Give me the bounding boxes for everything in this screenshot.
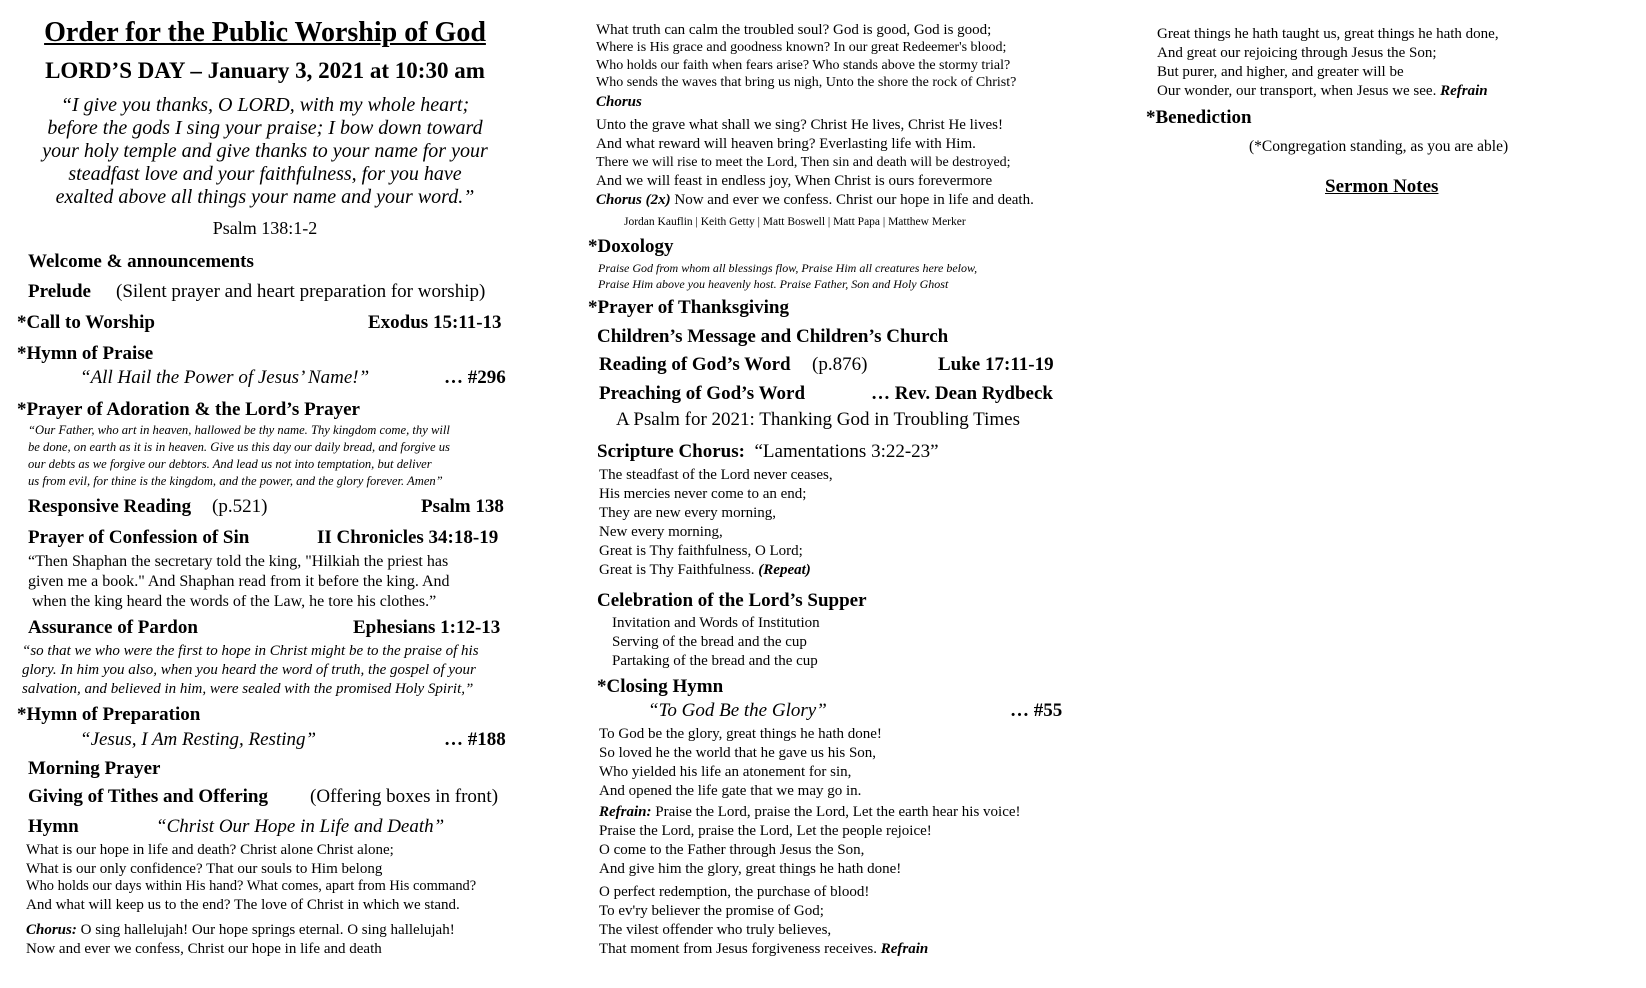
hymn-line: Who sends the waves that bring us nigh, Unto the shore the rock of Christ?	[596, 75, 1017, 90]
doxology-heading: *Doxology	[588, 236, 674, 257]
hymn-line: Who holds our days within His hand? What comes, apart from His command?	[26, 878, 477, 894]
childrens-message-heading: Children’s Message and Children’s Church	[597, 326, 949, 347]
reading-page: (p.876)	[812, 354, 868, 375]
closing-hymn-title: “To God Be the Glory”	[648, 700, 827, 721]
hymn-line: What is our hope in life and death? Christ alone Christ alone;	[26, 842, 394, 858]
standing-note: (*Congregation standing, as you are able)	[1249, 138, 1509, 155]
assurance-line: glory. In him you also, when you heard the word of truth, the gospel of your	[22, 662, 476, 678]
refrain-marker: Refrain	[1440, 83, 1488, 99]
chorus-2x-text: Now and ever we confess. Christ our hope in life and death.	[674, 192, 1034, 208]
hymn-line-last	[599, 941, 928, 958]
hymn-of-praise-number: … #296	[444, 367, 506, 388]
chorus-line-2: Now and ever we confess, Christ our hope in life and death	[26, 941, 382, 957]
chorus-2x-line	[596, 192, 1034, 209]
preaching-heading: Preaching of God’s Word	[599, 383, 806, 404]
hymn-of-praise-heading: *Hymn of Praise	[17, 343, 154, 364]
page-title: Order for the Public Worship of God	[44, 17, 486, 48]
responsive-reading-page: (p.521)	[212, 496, 268, 517]
responsive-reading-ref: Psalm 138	[421, 496, 504, 517]
sermon-notes-heading: Sermon Notes	[1325, 176, 1439, 197]
confession-line: when the king heard the words of the Law, he tore his clothes.”	[32, 593, 437, 610]
quote-line: before the gods I sing your praise; I bow down toward	[47, 117, 483, 139]
thanksgiving-heading: *Prayer of Thanksgiving	[588, 297, 789, 318]
lords-supper-heading: Celebration of the Lord’s Supper	[597, 590, 867, 611]
hymn-credits: Jordan Kauflin | Keith Getty | Matt Boswell | Matt Papa | Matthew Merker	[624, 216, 966, 228]
lyric-line: Great is Thy faithfulness, O Lord;	[599, 543, 803, 559]
call-to-worship-ref: Exodus 15:11-13	[368, 312, 502, 333]
hymn-title: “Christ Our Hope in Life and Death”	[156, 816, 445, 837]
morning-prayer-heading: Morning Prayer	[28, 758, 161, 779]
hymn-line: To God be the glory, great things he hath done!	[599, 726, 882, 742]
hymn-line: And opened the life gate that we may go in.	[599, 783, 862, 799]
scripture-chorus-heading-line	[597, 442, 939, 463]
doxology-line: Praise Him above you heavenly host. Praise Father, Son and Holy Ghost	[598, 277, 949, 291]
hymn-line: Great things he hath taught us, great things he hath done,	[1157, 26, 1499, 42]
giving-note: (Offering boxes in front)	[310, 786, 499, 807]
hymn-line: And what reward will heaven bring? Everlasting life with Him.	[596, 136, 976, 152]
prayer-line: our debts as we forgive our debtors. And lead us not into temptation, but deliver	[28, 457, 432, 471]
lyric-line: They are new every morning,	[599, 505, 777, 521]
chorus-2x-label: Chorus (2x)	[596, 192, 671, 208]
quote-reference: Psalm 138:1-2	[212, 218, 318, 238]
hymn-line-last	[1157, 83, 1488, 100]
sermon-title: A Psalm for 2021: Thanking God in Troubling Times	[616, 409, 1020, 430]
hymn-line: Who yielded his life an atonement for sin,	[599, 764, 852, 780]
responsive-reading-heading: Responsive Reading	[28, 496, 192, 517]
lyric-line: New every morning,	[599, 524, 723, 540]
quote-line: “I give you thanks, O LORD, with my whole heart;	[60, 94, 470, 116]
scripture-chorus-label: Scripture Chorus:	[597, 441, 745, 462]
adoration-prayer-heading: *Prayer of Adoration & the Lord’s Prayer	[17, 399, 360, 420]
closing-hymn-heading: *Closing Hymn	[597, 676, 724, 697]
chorus-label: Chorus	[596, 94, 642, 110]
hymn-heading: Hymn	[28, 816, 79, 837]
closing-hymn-number: … #55	[1010, 700, 1063, 721]
hymn-line: What truth can calm the troubled soul? God is good, God is good;	[596, 22, 992, 38]
benediction-heading: *Benediction	[1146, 107, 1252, 128]
scripture-chorus-ref: “Lamentations 3:22-23”	[754, 441, 939, 462]
quote-line: steadfast love and your faithfulness, for you have	[68, 163, 462, 185]
refrain-line: O come to the Father through Jesus the Son,	[599, 842, 865, 858]
call-to-worship-heading: *Call to Worship	[17, 312, 155, 333]
refrain-line: And give him the glory, great things he hath done!	[599, 861, 902, 877]
refrain-first-line	[599, 804, 1021, 821]
service-date: LORD’S DAY – January 3, 2021 at 10:30 am	[45, 58, 485, 83]
refrain-line: Praise the Lord, praise the Lord, Let the people rejoice!	[599, 823, 932, 839]
hymn-line: But purer, and higher, and greater will be	[1157, 64, 1404, 80]
chorus-text: O sing hallelujah! Our hope springs eternal. O sing hallelujah!	[80, 922, 455, 938]
supper-item: Partaking of the bread and the cup	[612, 653, 818, 669]
refrain-label: Refrain:	[599, 804, 652, 820]
prayer-line: be done, on earth as it is in heaven. Give us this day our daily bread, and forgive us	[28, 440, 450, 454]
reading-heading: Reading of God’s Word	[599, 354, 791, 375]
prelude-note: (Silent prayer and heart preparation for worship)	[116, 281, 486, 302]
welcome-heading: Welcome & announcements	[28, 251, 254, 272]
hymn-line-text: That moment from Jesus forgiveness receives.	[599, 941, 877, 957]
assurance-line: salvation, and believed in him, were sealed with the promised Holy Spirit,”	[22, 681, 474, 697]
hymn-line: So loved he the world that he gave us his Son,	[599, 745, 877, 761]
hymn-line: The vilest offender who truly believes,	[599, 922, 832, 938]
hymn-of-preparation-heading: *Hymn of Preparation	[17, 704, 201, 725]
hymn-of-preparation-number: … #188	[444, 729, 506, 750]
assurance-ref: Ephesians 1:12-13	[353, 617, 501, 638]
confession-ref: II Chronicles 34:18-19	[317, 527, 499, 548]
refrain-marker: Refrain	[880, 941, 929, 957]
hymn-of-preparation-title: “Jesus, I Am Resting, Resting”	[80, 729, 317, 750]
doxology-line: Praise God from whom all blessings flow, Praise Him all creatures here below,	[598, 261, 978, 275]
quote-line: your holy temple and give thanks to your name for your	[42, 140, 488, 162]
hymn-line-text: Our wonder, our transport, when Jesus we see.	[1157, 83, 1437, 99]
quote-line: exalted above all things your name and your word.”	[55, 186, 475, 208]
hymn-line: O perfect redemption, the purchase of blood!	[599, 884, 870, 900]
reading-ref: Luke 17:11-19	[938, 354, 1054, 375]
hymn-line: Where is His grace and goodness known? In our great Redeemer's blood;	[596, 40, 1007, 55]
confession-line: “Then Shaphan the secretary told the king, "Hilkiah the priest has	[28, 553, 449, 570]
prayer-line: “Our Father, who art in heaven, hallowed be thy name. Thy kingdom come, thy will	[28, 423, 450, 437]
supper-item: Serving of the bread and the cup	[612, 634, 807, 650]
hymn-line: And we will feast in endless joy, When Christ is ours forevermore	[596, 173, 993, 189]
preacher-name: … Rev. Dean Rydbeck	[871, 383, 1053, 404]
refrain-text: Praise the Lord, praise the Lord, Let the earth hear his voice!	[655, 804, 1021, 820]
chorus-label: Chorus:	[26, 922, 77, 938]
lyric-line: His mercies never come to an end;	[599, 486, 807, 502]
hymn-line: Unto the grave what shall we sing? Christ He lives, Christ He lives!	[596, 117, 1004, 133]
hymn-line: What is our only confidence? That our souls to Him belong	[26, 861, 383, 877]
hymn-line: Who holds our faith when fears arise? Who stands above the stormy trial?	[596, 58, 1011, 73]
lyric-text: Great is Thy Faithfulness.	[599, 562, 755, 578]
assurance-line: “so that we who were the first to hope in Christ might be to the praise of his	[22, 643, 479, 659]
hymn-of-praise-title: “All Hail the Power of Jesus’ Name!”	[80, 367, 370, 388]
chorus-line	[26, 922, 455, 939]
giving-heading: Giving of Tithes and Offering	[28, 786, 268, 807]
hymn-line: And what will keep us to the end? The love of Christ in which we stand.	[26, 897, 460, 913]
lyric-line-last	[599, 562, 811, 579]
repeat-note: (Repeat)	[758, 562, 811, 578]
hymn-line: To ev'ry believer the promise of God;	[599, 903, 824, 919]
prelude-heading: Prelude	[28, 281, 91, 302]
lyric-line: The steadfast of the Lord never ceases,	[599, 467, 833, 483]
prayer-line: us from evil, for thine is the kingdom, and the power, and the glory forever. Amen”	[28, 474, 443, 488]
assurance-heading: Assurance of Pardon	[28, 617, 198, 638]
confession-line: given me a book." And Shaphan read from it before the king. And	[28, 573, 450, 590]
confession-heading: Prayer of Confession of Sin	[28, 527, 250, 548]
supper-item: Invitation and Words of Institution	[612, 615, 820, 631]
hymn-line: There we will rise to meet the Lord, Then sin and death will be destroyed;	[596, 155, 1011, 170]
hymn-line: And great our rejoicing through Jesus the Son;	[1157, 45, 1437, 61]
